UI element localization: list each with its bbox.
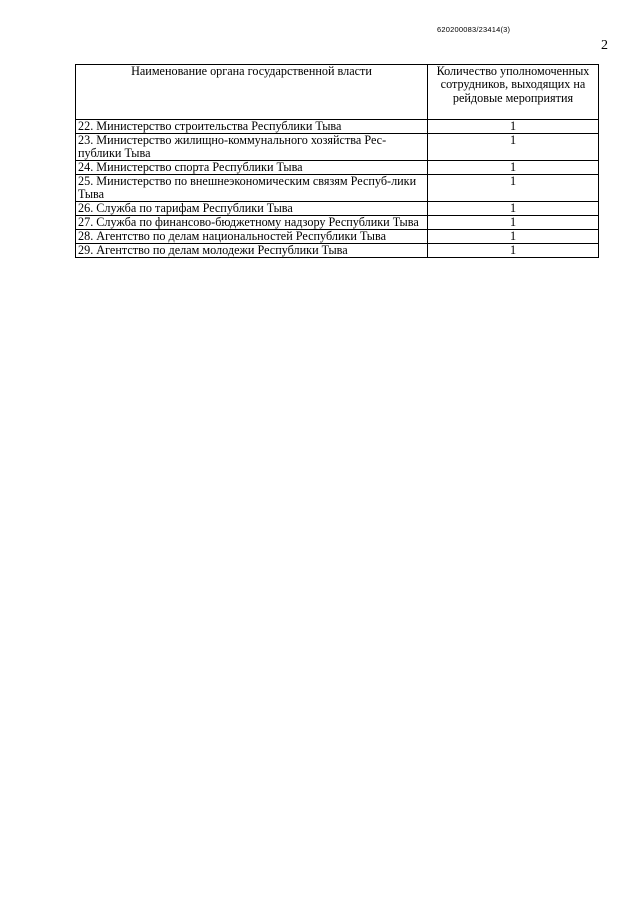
table-row (76, 161, 599, 175)
authority-name-cell: 26. Служба по тарифам Республики Тыва (76, 202, 428, 216)
table-row (76, 120, 599, 134)
staff-count-cell: 1 (428, 230, 599, 244)
page-number: 2 (601, 38, 608, 53)
table-row (76, 175, 599, 202)
authority-name-cell: 23. Министерство жилищно-коммунального хозяйства Рес-публики Тыва (76, 134, 428, 161)
staff-count-cell: 1 (428, 216, 599, 230)
table-row (76, 230, 599, 244)
table-header-row (76, 65, 599, 120)
column-header-authority-name: Наименование органа государственной власти (76, 65, 428, 120)
staff-count-cell: 1 (428, 244, 599, 258)
authority-name-cell: 22. Министерство строительства Республики Тыва (76, 120, 428, 134)
authority-name-cell: 27. Служба по финансово-бюджетному надзору Республики Тыва (76, 216, 428, 230)
table-row (76, 134, 599, 161)
authority-name-cell: 24. Министерство спорта Республики Тыва (76, 161, 428, 175)
table-row (76, 244, 599, 258)
staff-count-cell: 1 (428, 120, 599, 134)
authority-name-cell: 29. Агентство по делам молодежи Республики Тыва (76, 244, 428, 258)
table-row (76, 216, 599, 230)
table-row (76, 202, 599, 216)
document-code: 620200083/23414(3) (437, 25, 511, 34)
authority-name-cell: 28. Агентство по делам национальностей Республики Тыва (76, 230, 428, 244)
staff-count-cell: 1 (428, 175, 599, 202)
staff-count-cell: 1 (428, 161, 599, 175)
column-header-staff-count: Количество уполномоченных сотрудников, выходящих на рейдовые мероприятия (428, 65, 599, 120)
authority-name-cell: 25. Министерство по внешнеэкономическим связям Респуб-лики Тыва (76, 175, 428, 202)
staff-count-cell: 1 (428, 134, 599, 161)
authorities-table (75, 64, 599, 258)
staff-count-cell: 1 (428, 202, 599, 216)
